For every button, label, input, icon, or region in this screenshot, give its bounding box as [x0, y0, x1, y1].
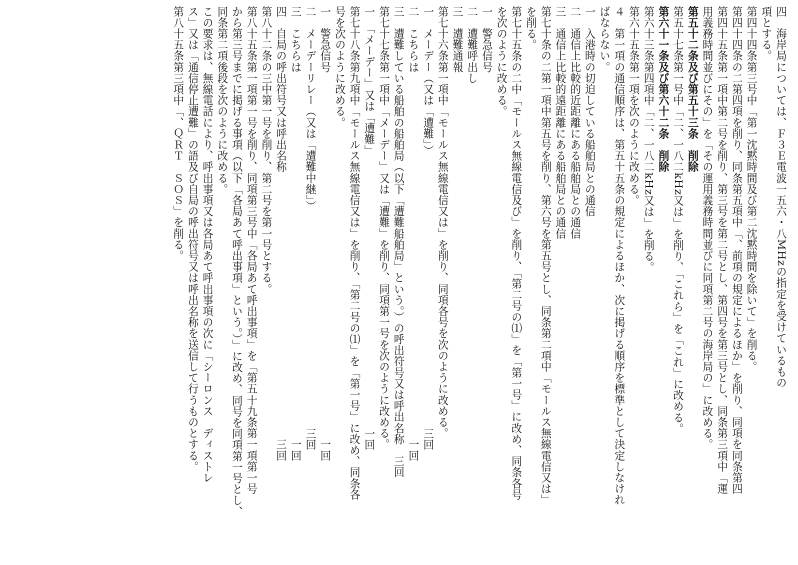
- text-line: 第六十三条第四項中「二、一八二kHz又は」を削る。: [642, 6, 655, 273]
- text-line: 第四十五条第一項中第二号を削り、第三号を第二号とし、第四号を第三号とし、同条第三項中「運: [716, 6, 729, 495]
- text-line: 用義務時間並びにその」を「その運用義務時間並びに同項第二号の海岸局の」に改める。: [701, 6, 714, 450]
- list-item: 二 遭難呼出し: [466, 6, 479, 84]
- text-line: ス」又は「通信停止遭難」の語及び自局の呼出符号又は呼出名称を送信して行うものとする。: [186, 6, 199, 473]
- text-line: 第五十七条第一号中「二、一八二kHz又は」を削り、「これら」を「これ」に改める。: [672, 6, 685, 435]
- text-line: 第六十五条第一項を次のように改める。: [627, 6, 640, 206]
- list-item: 三 こちらは 一回: [289, 6, 302, 462]
- list-item: 三 通信上比較的遠距離にある船舶局との通信: [554, 6, 567, 240]
- list-item: 二 メーデーリレー（又は「遭難中継」） 三回: [304, 6, 317, 451]
- text-line: ばならない。: [598, 6, 611, 73]
- vertical-text-block: [6, 6, 788, 559]
- list-item: 二 通信上比較的近距離にある船舶局との通信: [569, 6, 582, 240]
- text-line: 第七十条の二第一項中第五号を削り、第六号を第五号とし、同条第二項中「モールス無線電信又は」: [539, 6, 552, 506]
- text-line: 第七十七条第一項中「メーデー」又は「遭難」を削り、同項第一号を次のように改める。: [378, 6, 391, 450]
- list-item: 一 メーデー（又は「遭難」） 三回: [422, 6, 435, 451]
- text-line: 第四十四条の二第四項を削り、同条第五項中「、前項の規定によるほか」を削り、同項を同条第四: [730, 6, 743, 495]
- text-line: 第八十二条の三中第一号を削り、第二号を第一号とする。: [260, 6, 273, 295]
- list-item: 一 警急信号 一回: [319, 6, 332, 462]
- text-line: 四 海岸局については、Ｆ３Ｅ電波一五六・八MHzの指定を受けているもの: [775, 6, 787, 389]
- text-line: 第四十四条第三号中「第一沈黙時間及び第二沈黙時間を除いて」を削る。: [745, 6, 758, 373]
- list-item: 二 こちらは 一回: [407, 6, 420, 462]
- text-line: を削る。: [525, 6, 538, 51]
- text-line: 第七十六条第一項中「モールス無線電信又は」を削り、同項各号を次のように改める。: [436, 6, 449, 439]
- list-item: 一 入港時の切迫している船舶局との通信: [583, 6, 596, 217]
- text-line: 第八十五条第三項中「、ＱＲＴ ＳＯＳ」を削る。: [172, 6, 185, 262]
- section-heading: 第五十二条及び第五十三条 削除: [686, 6, 699, 173]
- text-line: 項とする。: [760, 6, 773, 62]
- list-item: 四 自局の呼出符号又は呼出名称 三回: [275, 6, 288, 462]
- text-line: 第七十八条第九項中「モールス無線電信又は」を削り、「第二号の⑴」を「第一号」に改め、同条各: [348, 6, 361, 501]
- list-item: 一 警急信号: [480, 6, 493, 73]
- text-line: この要求は、無線電話により、呼出事項又は各局あて呼出事項の次に「シーロンス ディストレ: [201, 6, 214, 484]
- list-item: 三 遭難通報: [451, 6, 464, 73]
- text-line: 第七十五条の二中「モールス無線電信及び」を削り、「第二号の⑴」を「第一号」に改め、同条各号: [510, 6, 523, 501]
- text-line: 同条第二項後段を次のように改める。: [216, 6, 229, 195]
- text-line: 号を次のように改める。: [333, 6, 346, 129]
- list-item: 三 遭難している船舶の船舶局（以下「遭難船舶局」という。）の呼出符号又は呼出名称 三回: [392, 6, 405, 478]
- text-line: を次のように改める。: [495, 6, 508, 117]
- text-line: から第三号までに掲げる事項（以下「各局あて呼出事項」という。）」に改め、同号を同項第一号とし、: [230, 6, 243, 518]
- text-line: ４ 第一項の通信順序は、第五十五条の規定によるほか、次に掲げる順序を標準として決定しなけれ: [613, 6, 626, 506]
- text-line: 第八十五条第一項第一号を削り、同項第三号中「各局あて呼出事項」を「第五十九条第一項第一号: [245, 6, 258, 495]
- list-item: 一 「メーデー」又は「遭難」 一回: [363, 6, 376, 451]
- section-heading: 第六十一条及び第六十二条 削除: [657, 6, 670, 173]
